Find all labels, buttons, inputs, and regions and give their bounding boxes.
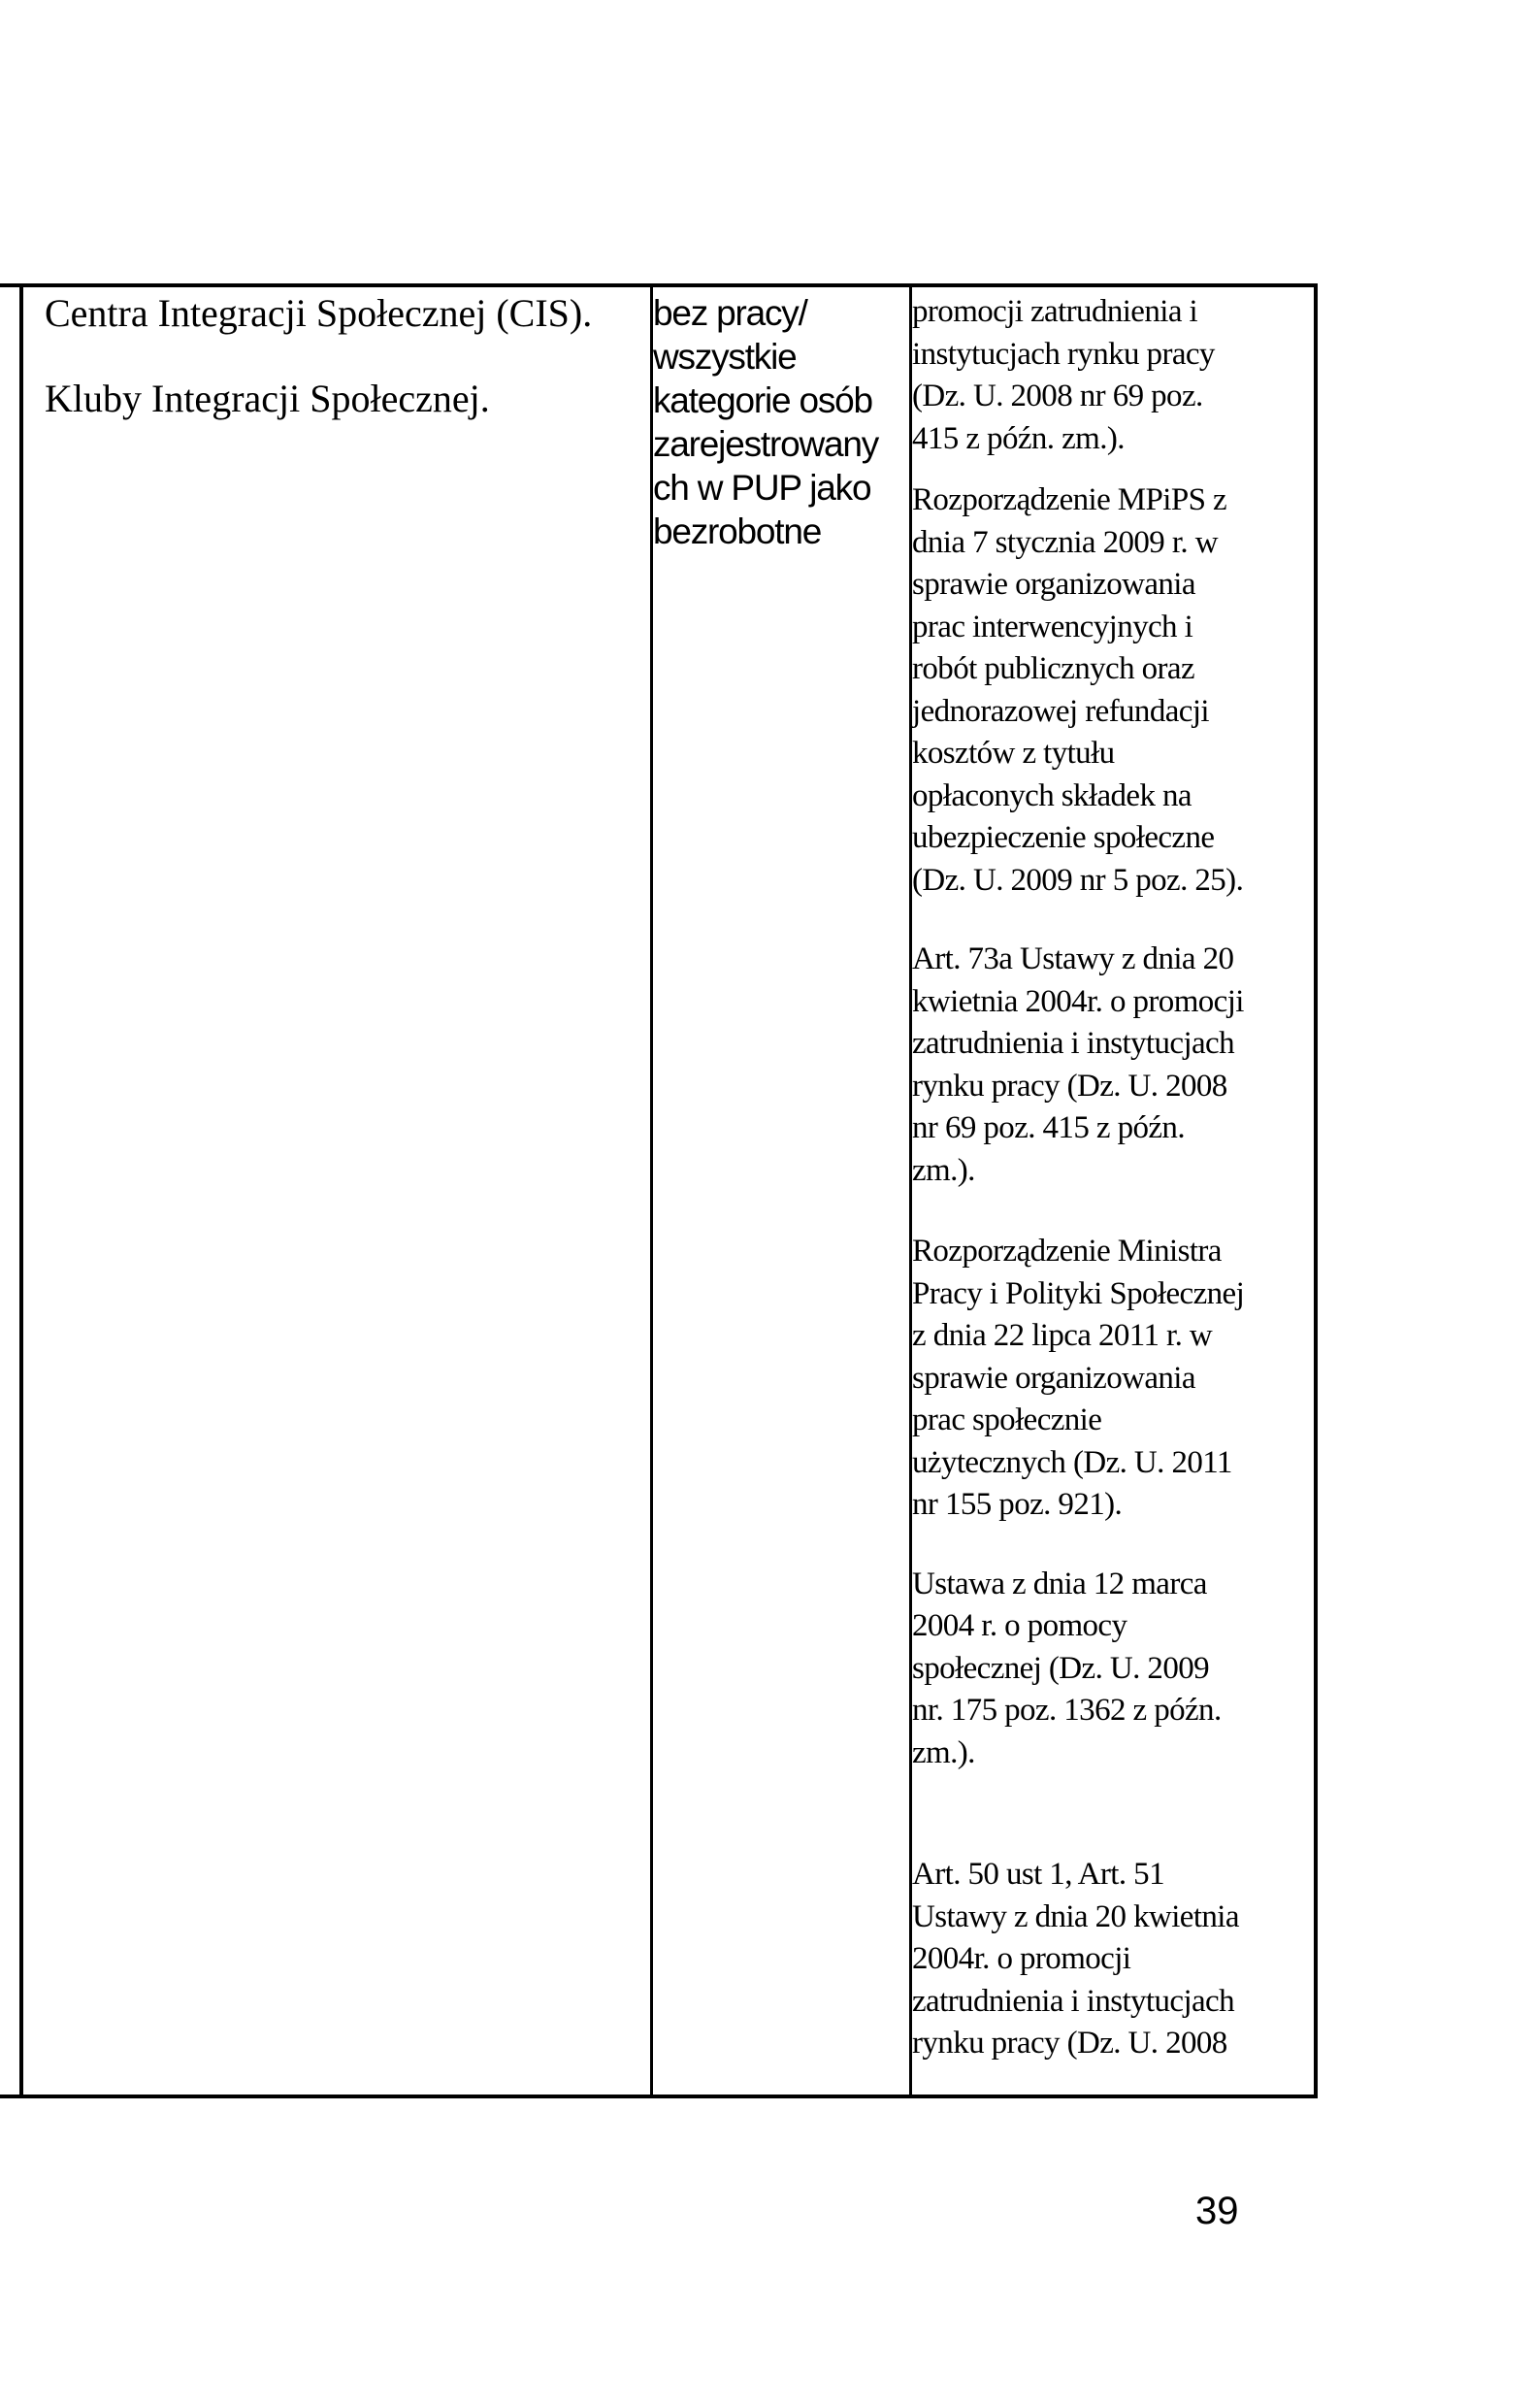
legal-basis-line: nr. 175 poz. 1362 z późn. <box>912 1693 1222 1728</box>
page-number: 39 <box>1195 2190 1239 2232</box>
legal-basis-line: opłaconych składek na <box>912 777 1192 813</box>
legal-basis-line: jednorazowej refundacji <box>912 693 1209 729</box>
legal-basis-line: zm.). <box>912 1152 975 1188</box>
legal-basis-line: zatrudnienia i instytucjach <box>912 1983 1235 2019</box>
cis-text: Centra Integracji Społecznej (CIS). <box>45 291 593 335</box>
legal-basis-line: nr 69 poz. 415 z późn. <box>912 1110 1185 1145</box>
target-group-line: bezrobotne <box>653 511 822 551</box>
legal-basis-line: (Dz. U. 2009 nr 5 poz. 25). <box>912 862 1244 898</box>
legal-basis-line: zatrudnienia i instytucjach <box>912 1026 1235 1061</box>
legal-basis-line: Pracy i Polityki Społecznej <box>912 1275 1245 1311</box>
legal-basis-block <box>912 479 1314 902</box>
target-group-line: ch w PUP jako <box>653 468 871 508</box>
table-border-bottom <box>0 2095 1318 2098</box>
legal-basis-line: Art. 73a Ustawy z dnia 20 <box>912 941 1234 976</box>
legal-basis-line: nr 155 poz. 921). <box>912 1487 1123 1522</box>
legal-basis-line: rynku pracy (Dz. U. 2008 <box>912 1068 1227 1104</box>
legal-basis-line: promocji zatrudnienia i <box>912 294 1198 329</box>
table-border-right <box>1314 283 1318 2098</box>
target-group-line: bez pracy/ <box>653 293 807 333</box>
legal-basis-line: robót publicznych oraz <box>912 651 1195 686</box>
table-border-left <box>19 283 23 2098</box>
table-cell-legal-basis <box>912 291 1314 2065</box>
legal-basis-line: z dnia 22 lipca 2011 r. w <box>912 1318 1213 1353</box>
legal-basis-line: Rozporządzenie MPiPS z <box>912 482 1227 517</box>
table-border-top <box>0 283 1318 287</box>
legal-basis-line: Ustawa z dnia 12 marca <box>912 1566 1207 1601</box>
legal-basis-line: sprawie organizowania <box>912 1360 1195 1396</box>
legal-basis-line: prac interwencyjnych i <box>912 609 1193 644</box>
legal-basis-line: (Dz. U. 2008 nr 69 poz. <box>912 379 1203 413</box>
legal-basis-line: sprawie organizowania <box>912 567 1195 602</box>
target-group-line: kategorie osób <box>653 380 872 420</box>
table-cell-institutions <box>45 291 641 462</box>
legal-basis-line: 2004r. o promocji <box>912 1941 1131 1976</box>
legal-basis-line: 2004 r. o pomocy <box>912 1608 1127 1643</box>
legal-basis-line: kosztów z tytułu <box>912 736 1115 771</box>
legal-basis-block <box>912 1854 1314 2065</box>
legal-basis-line: zm.). <box>912 1734 975 1770</box>
legal-basis-line: Art. 50 ust 1, Art. 51 <box>912 1857 1164 1892</box>
legal-basis-line: użytecznych (Dz. U. 2011 <box>912 1444 1232 1480</box>
legal-basis-line: kwietnia 2004r. o promocji <box>912 983 1244 1019</box>
legal-basis-line: rynku pracy (Dz. U. 2008 <box>912 2026 1227 2061</box>
legal-basis-line: dnia 7 stycznia 2009 r. w <box>912 524 1218 560</box>
legal-basis-line: społecznej (Dz. U. 2009 <box>912 1650 1210 1686</box>
legal-basis-line: prac społecznie <box>912 1402 1102 1437</box>
kis-text: Kluby Integracji Społecznej. <box>45 377 490 420</box>
legal-basis-block <box>912 1564 1314 1775</box>
target-group-line: zarejestrowany <box>653 424 879 464</box>
legal-basis-line: ubezpieczenie społeczne <box>912 820 1215 855</box>
legal-basis-block <box>912 291 1314 460</box>
column-divider-1 <box>650 283 653 2098</box>
legal-basis-line: 415 z późn. zm.). <box>912 420 1125 456</box>
target-group-line: wszystkie <box>653 337 797 377</box>
legal-basis-line: Ustawy z dnia 20 kwietnia <box>912 1898 1239 1934</box>
legal-basis-block <box>912 1231 1314 1527</box>
legal-basis-line: Rozporządzenie Ministra <box>912 1234 1222 1269</box>
table-cell-target-group <box>653 291 907 553</box>
legal-basis-line: instytucjach rynku pracy <box>912 336 1215 372</box>
legal-basis-block <box>912 939 1314 1192</box>
